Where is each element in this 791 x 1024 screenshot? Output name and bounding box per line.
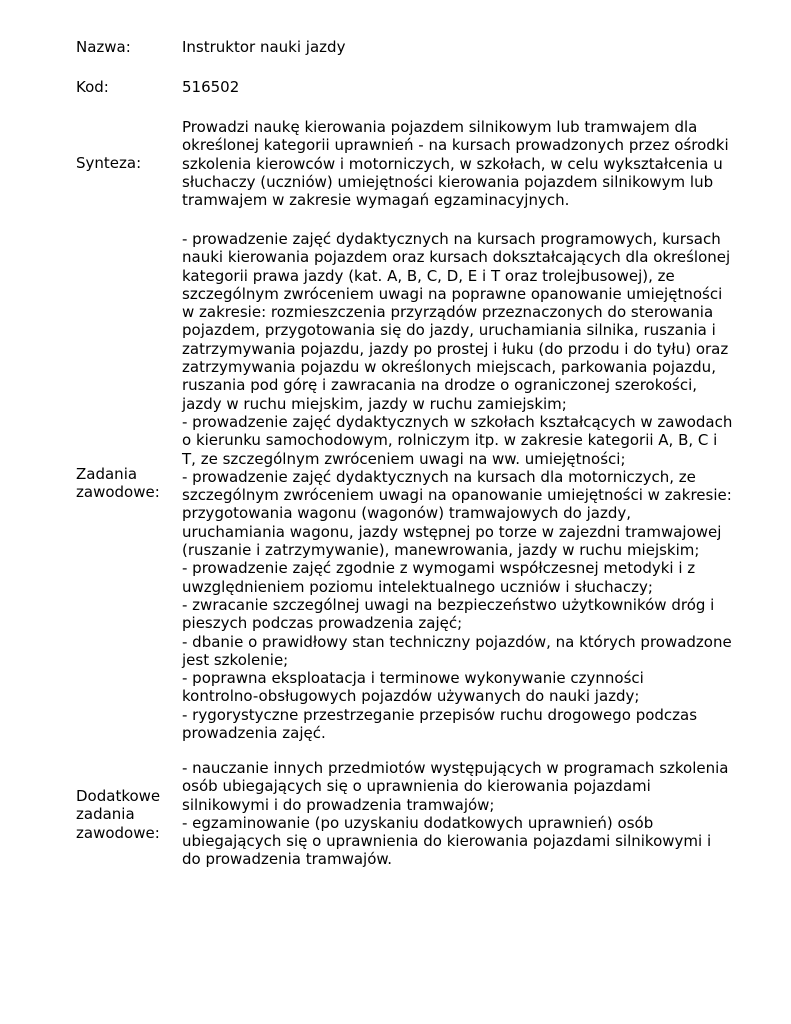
tasks-line: - rygorystyczne przestrzeganie przepisów ruchu drogowego podczas xyxy=(182,705,698,724)
additional-tasks-line: - nauczanie innych przedmiotów występujących w programach szkolenia xyxy=(182,759,729,777)
tasks-line: (ruszanie i zatrzymywanie), manewrowania, jazdy w ruchu miejskim; xyxy=(182,541,700,560)
tasks-line: prowadzenia zajęć. xyxy=(182,724,326,743)
tasks-line: o kierunku samochodowym, rolniczym itp. w zakresie kategorii A, B, C i xyxy=(182,431,718,450)
tasks-line: w zakresie: rozmieszczenia przyrządów przeznaczonych do sterowania xyxy=(182,303,714,322)
synthesis-text xyxy=(182,118,757,209)
tasks-label-line: Zadania xyxy=(76,465,138,483)
tasks-line: - prowadzenie zajęć dydaktycznych w szkołach kształcących w zawodach xyxy=(182,412,733,431)
additional-tasks-label-line: zawodowe: xyxy=(76,823,160,842)
tasks-line: uruchamiania wagonu, jazdy wstępnej po torze w zajezdni tramwajowej xyxy=(182,522,722,541)
tasks-line: kategorii prawa jazdy (kat. A, B, C, D, E i T oraz trolejbusowej), ze xyxy=(182,266,675,285)
tasks-line: uwzględnieniem poziomu intelektualnego uczniów i słuchaczy; xyxy=(182,577,653,596)
additional-tasks-label-line: zadania xyxy=(76,805,135,824)
tasks-line: - prowadzenie zajęć zgodnie z wymogami współczesnej metodyki i z xyxy=(182,559,696,578)
synthesis-line: szkolenia kierowców i motorniczych, w szkołach, w celu wykształcenia u xyxy=(182,154,723,173)
tasks-line: - dbanie o prawidłowy stan techniczny pojazdów, na których prowadzone xyxy=(182,632,732,651)
tasks-line: jazdy w ruchu miejskim, jazdy w ruchu zamiejskim; xyxy=(182,394,567,413)
tasks-line: nauki kierowania pojazdem oraz kursach dokształcających dla określonej xyxy=(182,248,731,267)
tasks-text xyxy=(182,230,757,742)
additional-tasks-line: do prowadzenia tramwajów. xyxy=(182,850,393,869)
tasks-line: przygotowania wagonu (wagonów) tramwajowych do jazdy, xyxy=(182,504,632,523)
additional-tasks-line: osób ubiegających się o uprawnienia do kierowania pojazdami xyxy=(182,777,651,796)
tasks-line: ruszania pod górę i zawracania na drodze o ograniczonej szerokości, xyxy=(182,376,698,395)
additional-tasks-line: - egzaminowanie (po uzyskaniu dodatkowych uprawnień) osób xyxy=(182,813,654,832)
tasks-line: - zwracanie szczególnej uwagi na bezpieczeństwo użytkowników dróg i xyxy=(182,595,715,614)
additional-tasks-label-line: Dodatkowe xyxy=(76,787,161,805)
tasks-line: T, ze szczególnym zwróceniem uwagi na ww. umiejętności; xyxy=(182,449,626,468)
tasks-line: szczególnym zwróceniem uwagi na poprawne opanowanie umiejętności xyxy=(182,284,723,303)
tasks-line: jest szkolenie; xyxy=(182,650,289,669)
additional-tasks-line: ubiegających się o uprawnienia do kierowania pojazdami silnikowymi i xyxy=(182,832,712,851)
synthesis-line: określonej kategorii uprawnień - na kursach prowadzonych przez ośrodki xyxy=(182,136,729,155)
additional-tasks-text xyxy=(182,759,757,869)
tasks-line: pieszych podczas prowadzenia zajęć; xyxy=(182,614,463,633)
code-value: 516502 xyxy=(182,78,240,96)
additional-tasks-label xyxy=(76,787,176,842)
tasks-line: pojazdem, przygotowania się do jazdy, uruchamiania silnika, ruszania i xyxy=(182,321,716,340)
tasks-line: zatrzymywania pojazdu, jazdy po prostej i łuku (do przodu i do tyłu) oraz xyxy=(182,339,729,358)
synthesis-line: słuchaczy (uczniów) umiejętności kierowania pojazdem silnikowym lub xyxy=(182,172,714,191)
tasks-line: szczególnym zwróceniem uwagi na opanowanie umiejętności w zakresie: xyxy=(182,486,732,505)
synthesis-line: Prowadzi naukę kierowania pojazdem silnikowym lub tramwajem dla xyxy=(182,118,698,136)
tasks-line: zatrzymywania pojazdu w określonych miejscach, parkowania pojazdu, xyxy=(182,358,716,377)
synthesis-line: tramwajem w zakresie wymagań egzaminacyjnych. xyxy=(182,191,570,210)
tasks-line: kontrolno-obsługowych pojazdów używanych do nauki jazdy; xyxy=(182,687,640,706)
name-value: Instruktor nauki jazdy xyxy=(182,38,346,56)
tasks-line: - prowadzenie zajęć dydaktycznych na kursach programowych, kursach xyxy=(182,230,721,248)
tasks-label-line: zawodowe: xyxy=(76,483,160,502)
code-label: Kod: xyxy=(76,78,109,96)
name-label: Nazwa: xyxy=(76,38,131,56)
tasks-line: - prowadzenie zajęć dydaktycznych na kursach dla motorniczych, ze xyxy=(182,467,696,486)
tasks-label xyxy=(76,465,176,502)
tasks-line: - poprawna eksploatacja i terminowe wykonywanie czynności xyxy=(182,669,644,688)
additional-tasks-line: silnikowymi i do prowadzenia tramwajów; xyxy=(182,795,495,814)
synthesis-label: Synteza: xyxy=(76,154,142,172)
